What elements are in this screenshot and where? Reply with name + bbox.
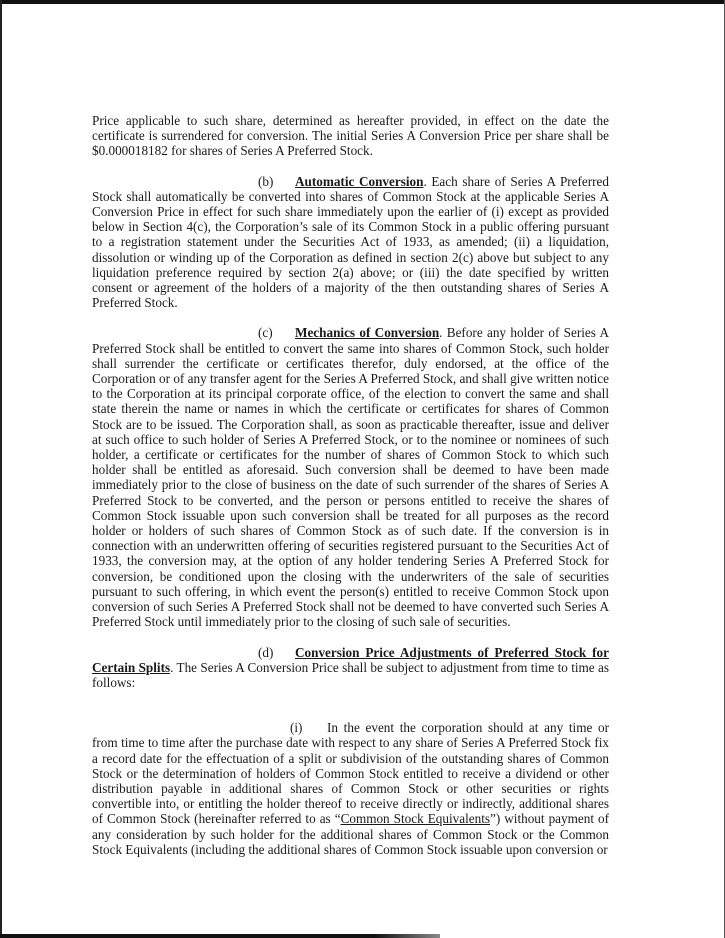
section-c-mechanics-of-conversion [92,325,609,629]
section-c-heading: Mechanics of Conversion [295,325,440,341]
section-c-body: . Before any holder of Series A Preferred Stock shall be entitled to convert the same into shares of Common Stock, such holder shall surrender the certificate or certificates therefor, duly endorsed, at the office of the Corporation or of any transfer agent for the Series A Preferred Stock, and shall give written notice to the Corporation at its principal corporate office, of the election to convert the same and shall state therein the name or names in which the certificate or certificates for shares of Common Stock are to be issued. The Corporation shall, as soon as practicable thereafter, issue and deliver at such office to such holder of Series A Preferred Stock, or to the nominee or nominees of such holder, a certificate or certificates for the number of shares of Common Stock to which such holder shall be entitled as aforesaid. Such conversion shall be deemed to have been made immediately prior to the close of business on the date of such surrender of the shares of Series A Preferred Stock to be converted, and the person or persons entitled to receive the shares of Common Stock issuable upon such conversion shall be treated for all purposes as the record holder or holders of such shares of Common Stock as of such date. If the conversion is in connection with an underwritten offering of securities registered pursuant to the Securities Act of 1933, the conversion may, at the option of any holder tendering Series A Preferred Stock for conversion, be conditioned upon the closing with the underwriters of the sale of securities pursuant to such offering, in which event the person(s) entitled to receive Common Stock upon conversion of such Series A Preferred Stock shall not be deemed to have converted such Series A Preferred Stock until immediately prior to the closing of such sale of securities. [92,325,609,630]
section-d-i-body-start: In the event the corporation should at any time or from time to time after the purchase date with respect to any share of Series A Preferred Stock fix a record date for the effectuation of a split or subdivision of the outstanding shares of Common Stock or the determination of holders of Common Stock entitled to receive a dividend or other distribution payable in additional shares of Common Stock or other securities or rights convertible into, or entitling the holder thereof to receive directly or indirectly, additional shares of Common Stock (hereinafter referred to as “ [92,720,609,827]
section-d-i-marker: (i) [290,720,303,736]
section-d-marker: (d) [258,644,274,660]
page-border-bottom [0,934,440,938]
section-b-body: . Each share of Series A Preferred Stock shall automatically be converted into shares of Common Stock at the applicable Series A Conversion Price in effect for such share immediately upon the earlier of (i) except as provided below in Section 4(c), the Corporation’s sale of its Common Stock in a public offering pursuant to a registration statement under the Securities Act of 1933, as amended; (ii) a liquidation, dissolution or winding up of the Corporation as defined in section 2(c) above but subject to any liquidation preference required by section 2(a) above; or (iii) the date specified by written consent or agreement of the holders of a majority of the then outstanding shares of Series A Preferred Stock. [92,173,609,311]
section-b-marker: (b) [258,173,274,189]
page-border-left [0,0,2,938]
section-d-conversion-price-adjustments [92,645,609,691]
section-d-i-body-end: ”) without payment of any consideration by such holder for the additional shares of Common Stock or the Common Stock Equivalents (including the additional shares of Common Stock issuable upon conversion or [92,811,609,857]
section-d-heading: Conversion Price Adjustments of Preferred Stock for Certain Splits [92,644,609,675]
section-d-body: . The Series A Conversion Price shall be subject to adjustment from time to time as follows: [92,659,609,690]
section-d-i-splits [92,720,609,857]
section-c-marker: (c) [258,325,273,341]
page-border-top [0,0,725,4]
section-b-automatic-conversion [92,174,609,311]
section-b-heading: Automatic Conversion [295,173,424,189]
document-body [92,113,609,857]
defined-term-common-stock-equivalents: Common Stock Equivalents [340,811,490,827]
paragraph-intro: Price applicable to such share, determined as hereafter provided, in effect on the date the certificate is surrendered for conversion. The initial Series A Conversion Price per share shall be $0.000018182 for shares of Series A Preferred Stock. [92,113,609,159]
